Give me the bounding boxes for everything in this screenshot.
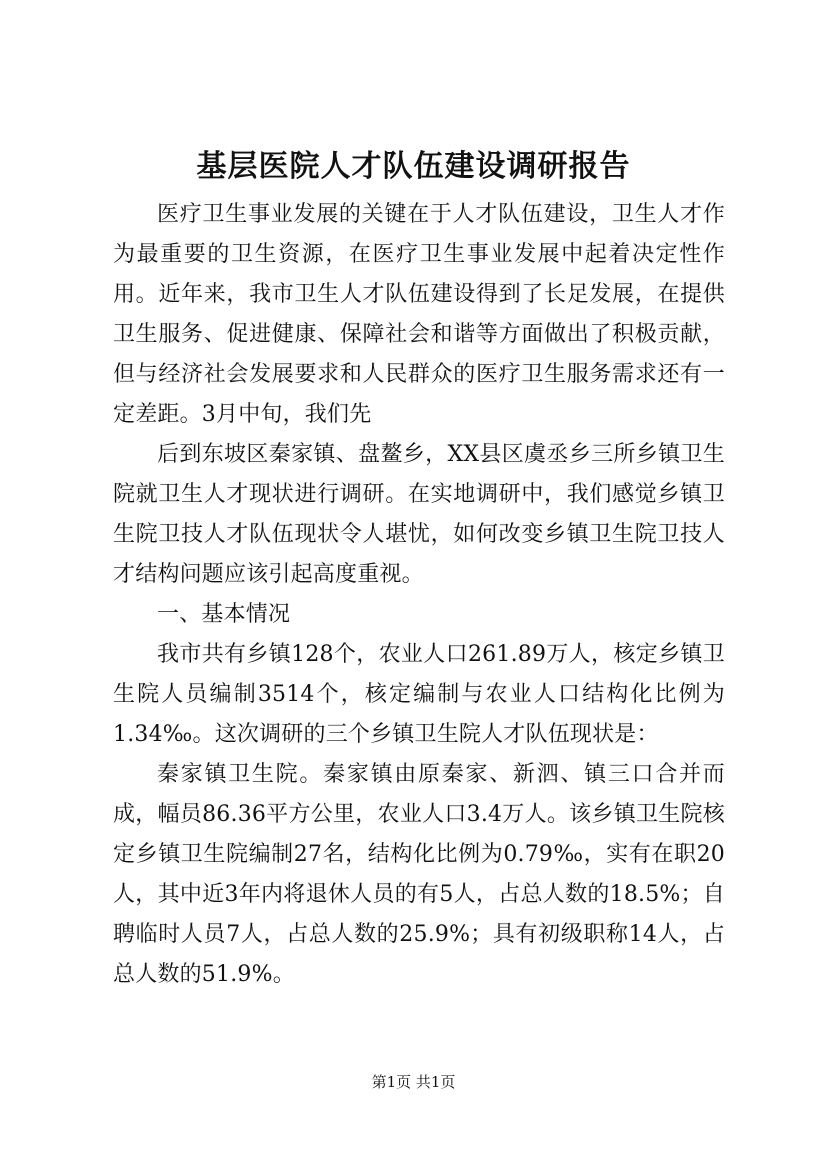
section-heading-basic-situation: 一、基本情况 [157,602,291,627]
document-title: 基层医院人才队伍建设调研报告 [196,149,631,184]
paragraph-qinjia-hospital: 秦家镇卫生院。秦家镇由原秦家、新泗、镇三口合并而成，幅员86.36平方公里，农业人口3.4万人。该乡镇卫生院核定乡镇卫生院编制27名，结构化比例为0.79‰，实有在职20人，其中近3年内将退休人员的有5人，占总人数的18.5%；自聘临时人员7人，占总人数的25.9%；具有初级职称14人，占总人数的51.9%。 [113,762,725,987]
document-body [113,195,725,995]
paragraph-intro: 医疗卫生事业发展的关键在于人才队伍建设，卫生人才作为最重要的卫生资源，在医疗卫生事业发展中起着决定性作用。近年来，我市卫生人才队伍建设得到了长足发展，在提供卫生服务、促进健康、保障社会和谐等方面做出了积极贡献，但与经济社会发展要求和人民群众的医疗卫生服务需求还有一定差距。3月中旬，我们先 [113,202,725,427]
page-footer: 第1页 共1页 [371,1073,456,1091]
paragraph-survey: 后到东坡区秦家镇、盘鳌乡，XX县区虞丞乡三所乡镇卫生院就卫生人才现状进行调研。在实地调研中，我们感觉乡镇卫生院卫技人才队伍现状令人堪忧，如何改变乡镇卫生院卫技人才结构问题应该引起高度重视。 [113,442,725,587]
paragraph-city-overview: 我市共有乡镇128个，农业人口261.89万人，核定乡镇卫生院人员编制3514个，核定编制与农业人口结构化比例为1.34‰。这次调研的三个乡镇卫生院人才队伍现状是： [113,642,725,747]
